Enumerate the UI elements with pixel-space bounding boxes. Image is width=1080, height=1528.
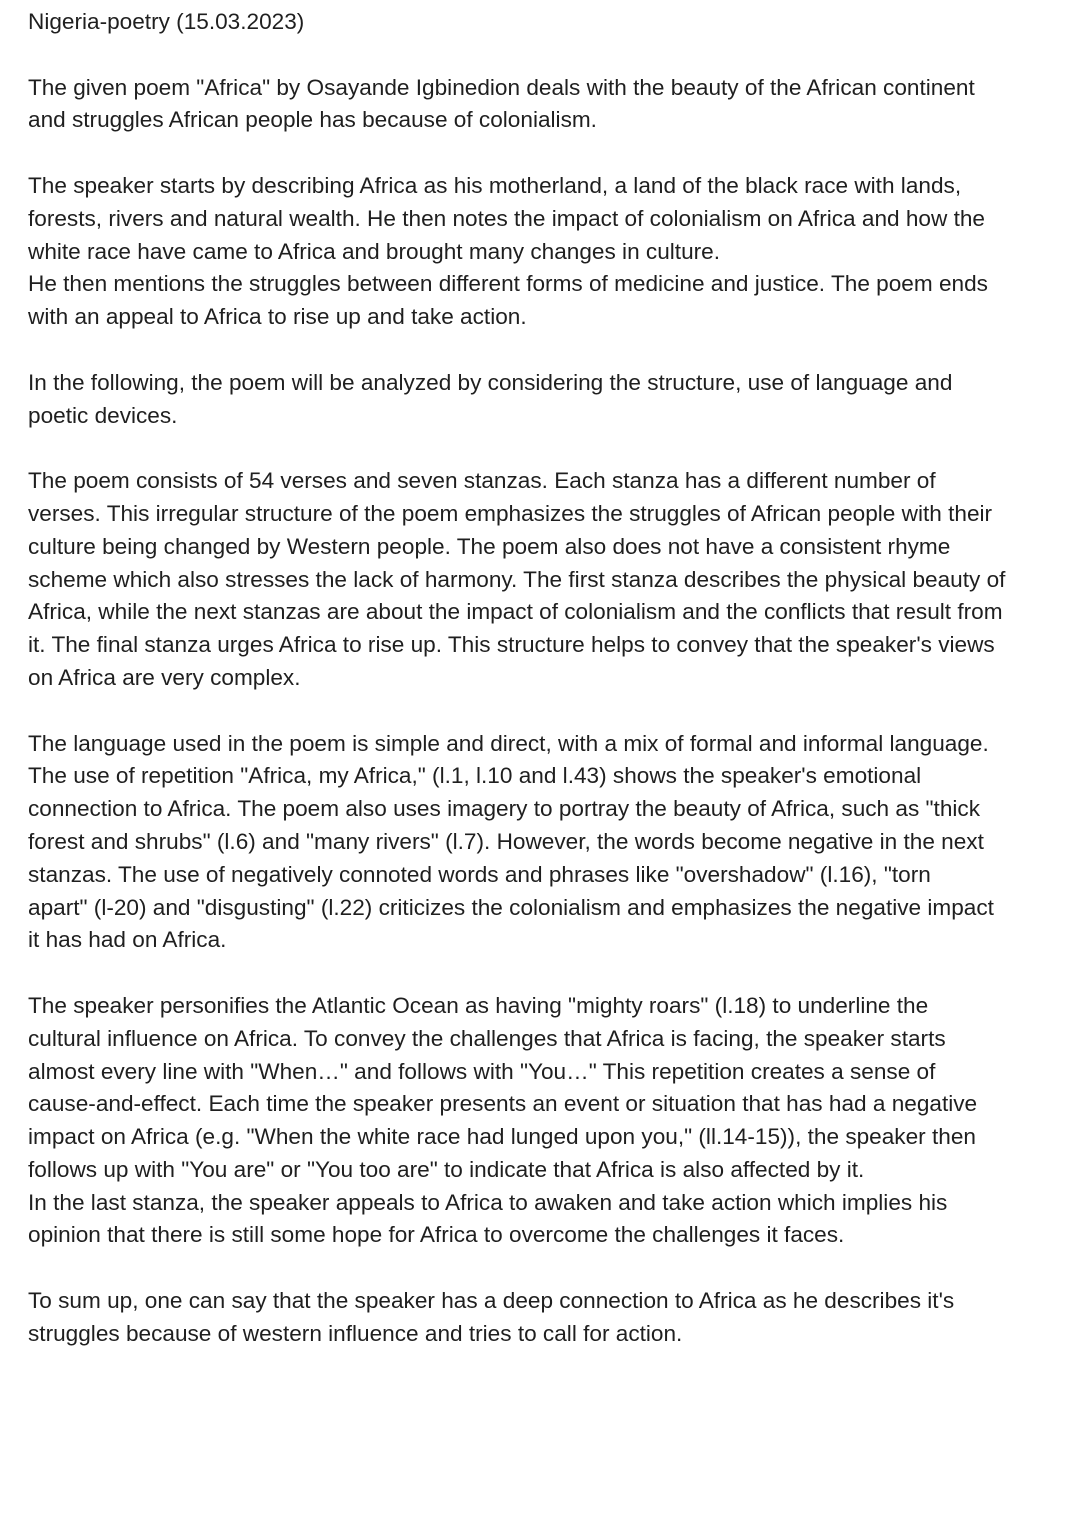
text-line: cause-and-effect. Each time the speaker presents an event or situation that has had a negative bbox=[28, 1091, 978, 1117]
text-line: forest and shrubs" (l.6) and "many rivers" (l.7). However, the words become negative in the next bbox=[28, 828, 984, 854]
text-line: The speaker starts by describing Africa as his motherland, a land of the black race with lands, bbox=[28, 172, 962, 198]
text-line: struggles because of western influence and tries to call for action. bbox=[28, 1320, 683, 1346]
paragraph-conclusion bbox=[28, 1285, 1058, 1351]
paragraph-devices bbox=[28, 990, 1058, 1252]
paragraph-gap bbox=[28, 334, 1058, 367]
paragraph-transition bbox=[28, 367, 1058, 433]
text-line: In the last stanza, the speaker appeals to Africa to awaken and take action which implies his bbox=[28, 1189, 948, 1215]
paragraph-gap bbox=[28, 39, 1058, 72]
document-page bbox=[28, 6, 1058, 1351]
text-line: forests, rivers and natural wealth. He then notes the impact of colonialism on Africa and how the bbox=[28, 205, 985, 231]
text-line: The speaker personifies the Atlantic Ocean as having "mighty roars" (l.18) to underline the bbox=[28, 992, 929, 1018]
text-line: The poem consists of 54 verses and seven stanzas. Each stanza has a different number of bbox=[28, 468, 936, 494]
paragraph-language bbox=[28, 728, 1058, 958]
text-line: connection to Africa. The poem also uses imagery to portray the beauty of Africa, such as "thick bbox=[28, 796, 981, 822]
text-line: apart" (l-20) and "disgusting" (l.22) criticizes the colonialism and emphasizes the negative impact bbox=[28, 894, 994, 920]
text-line: poetic devices. bbox=[28, 402, 178, 428]
paragraph-gap bbox=[28, 137, 1058, 170]
text-line: on Africa are very complex. bbox=[28, 664, 301, 690]
text-line: opinion that there is still some hope for Africa to overcome the challenges it faces. bbox=[28, 1222, 845, 1248]
paragraph-gap bbox=[28, 1252, 1058, 1285]
text-line: Africa, while the next stanzas are about the impact of colonialism and the conflicts that result from bbox=[28, 599, 1003, 625]
paragraph-summary bbox=[28, 170, 1058, 334]
text-line: white race have came to Africa and brought many changes in culture. bbox=[28, 238, 721, 264]
text-line: culture being changed by Western people. The poem also does not have a consistent rhyme bbox=[28, 533, 951, 559]
text-line: follows up with "You are" or "You too are" to indicate that Africa is also affected by it. bbox=[28, 1156, 865, 1182]
text-line: it. The final stanza urges Africa to rise up. This structure helps to convey that the speaker's views bbox=[28, 632, 995, 658]
text-line: The language used in the poem is simple and direct, with a mix of formal and informal language. bbox=[28, 730, 989, 756]
paragraph-gap bbox=[28, 432, 1058, 465]
text-line: The given poem "Africa" by Osayande Igbinedion deals with the beauty of the African continent bbox=[28, 74, 975, 100]
text-line: impact on Africa (e.g. "When the white race had lunged upon you," (ll.14-15)), the speaker then bbox=[28, 1124, 976, 1150]
text-line: it has had on Africa. bbox=[28, 927, 227, 953]
paragraph-gap bbox=[28, 957, 1058, 990]
text-line: verses. This irregular structure of the poem emphasizes the struggles of African people with their bbox=[28, 500, 993, 526]
text-line: In the following, the poem will be analyzed by considering the structure, use of language and bbox=[28, 369, 953, 395]
paragraph-gap bbox=[28, 695, 1058, 728]
paragraph-structure bbox=[28, 465, 1058, 695]
text-line: stanzas. The use of negatively connoted words and phrases like "overshadow" (l.16), "torn bbox=[28, 861, 931, 887]
text-line: The use of repetition "Africa, my Africa," (l.1, l.10 and l.43) shows the speaker's emotional bbox=[28, 763, 922, 789]
text-line: To sum up, one can say that the speaker has a deep connection to Africa as he describes it's bbox=[28, 1288, 955, 1314]
text-line: almost every line with "When…" and follows with "You…" This repetition creates a sense of bbox=[28, 1058, 936, 1084]
text-line: with an appeal to Africa to rise up and take action. bbox=[28, 304, 527, 330]
text-line: and struggles African people has because of colonialism. bbox=[28, 107, 597, 133]
paragraph-intro bbox=[28, 72, 1058, 138]
document-title: Nigeria-poetry (15.03.2023) bbox=[28, 9, 305, 34]
text-line: scheme which also stresses the lack of harmony. The first stanza describes the physical beauty of bbox=[28, 566, 1006, 592]
text-line: He then mentions the struggles between different forms of medicine and justice. The poem ends bbox=[28, 271, 988, 297]
text-line: cultural influence on Africa. To convey the challenges that Africa is facing, the speaker starts bbox=[28, 1025, 946, 1051]
